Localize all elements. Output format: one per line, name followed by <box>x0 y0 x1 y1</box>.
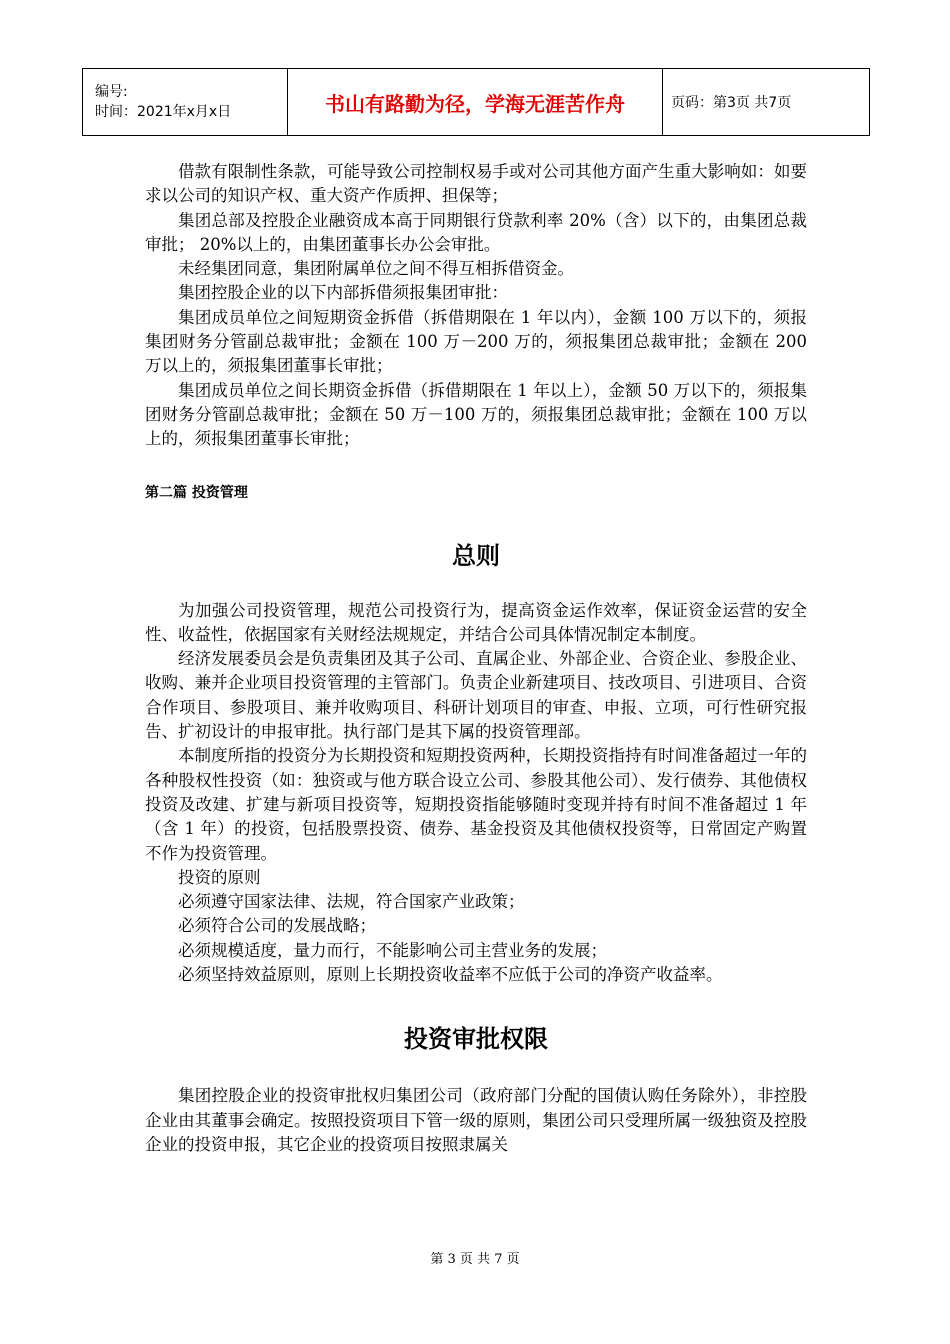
paragraph: 本制度所指的投资分为长期投资和短期投资两种，长期投资指持有时间准备超过一年的各种股权性投资（如：独资或与他方联合设立公司、参股其他公司）、发行债券、其他债权投资及改建、扩建与新项目投资等，短期投资指能够随时变现并持有时间不准备超过 1 年（含 1 年）的投资，包括股票投资、债券、基金投资及其他债权投资等，日常固定产购置不作为投资管理。 <box>145 746 807 863</box>
paragraph: 集团控股企业的以下内部拆借须报集团审批： <box>178 283 508 303</box>
document-body <box>145 160 807 1157</box>
page-footer: 第 3 页 共 7 页 <box>430 1252 520 1267</box>
paragraph: 投资的原则 <box>178 867 261 887</box>
paragraph: 集团成员单位之间短期资金拆借（拆借期限在 1 年以内），金额 100 万以下的，须报集团财务分管副总裁审批；金额在 100 万－200 万的，须报集团总裁审批；金额在 200 万以上的，须报集团董事长审批； <box>145 307 807 376</box>
paragraph: 必须坚持效益原则，原则上长期投资收益率不应低于公司的净资产收益率。 <box>178 965 723 985</box>
paragraph: 集团成员单位之间长期资金拆借（拆借期限在 1 年以上），金额 50 万以下的，须报集团财务分管副总裁审批；金额在 50 万－100 万的，须报集团总裁审批；金额在 100 万以上的，须报集团董事长审批； <box>145 380 807 449</box>
header-motto: 书山有路勤为径，学海无涯苦作舟 <box>288 69 663 136</box>
document-number-label: 编号: <box>95 84 128 100</box>
paragraph: 经济发展委员会是负责集团及其子公司、直属企业、外部企业、合资企业、参股企业、收购、兼并企业项目投资管理的主管部门。负责企业新建项目、技改项目、引进项目、合资合作项目、参股项目、兼并收购项目、科研计划项目的审查、申报、立项，可行性研究报告、扩初设计的申报审批。执行部门是其下属的投资管理部。 <box>145 649 807 742</box>
paragraph: 必须规模适度，量力而行，不能影响公司主营业务的发展； <box>178 940 607 960</box>
header-meta-cell <box>83 69 288 136</box>
paragraph: 借款有限制性条款，可能导致公司控制权易手或对公司其他方面产生重大影响如：如要求以公司的知识产权、重大资产作质押、担保等； <box>145 162 807 206</box>
paragraph: 集团控股企业的投资审批权归集团公司（政府部门分配的国债认购任务除外），非控股企业由其董事会确定。按照投资项目下管一级的原则，集团公司只受理所属一级独资及控股企业的投资申报，其它企业的投资项目按照隶属关 <box>145 1086 807 1154</box>
paragraph: 必须符合公司的发展战略； <box>178 916 376 936</box>
section-label: 第二篇 投资管理 <box>145 484 248 501</box>
document-header <box>82 68 870 136</box>
document-date-label: 时间：2021年x月x日 <box>95 104 232 120</box>
heading-approval: 投资审批权限 <box>404 1025 548 1054</box>
heading-general: 总则 <box>452 541 500 570</box>
paragraph: 集团总部及控股企业融资成本高于同期银行贷款利率 20%（含）以下的，由集团总裁审批； 20%以上的，由集团董事长办公会审批。 <box>145 210 807 254</box>
paragraph: 必须遵守国家法律、法规，符合国家产业政策； <box>178 892 525 912</box>
header-page-info: 页码：第3页 共7页 <box>663 69 870 136</box>
paragraph: 为加强公司投资管理，规范公司投资行为，提高资金运作效率，保证资金运营的安全性、收益性，依据国家有关财经法规规定，并结合公司具体情况制定本制度。 <box>145 600 807 644</box>
paragraph: 未经集团同意，集团附属单位之间不得互相拆借资金。 <box>178 259 574 279</box>
